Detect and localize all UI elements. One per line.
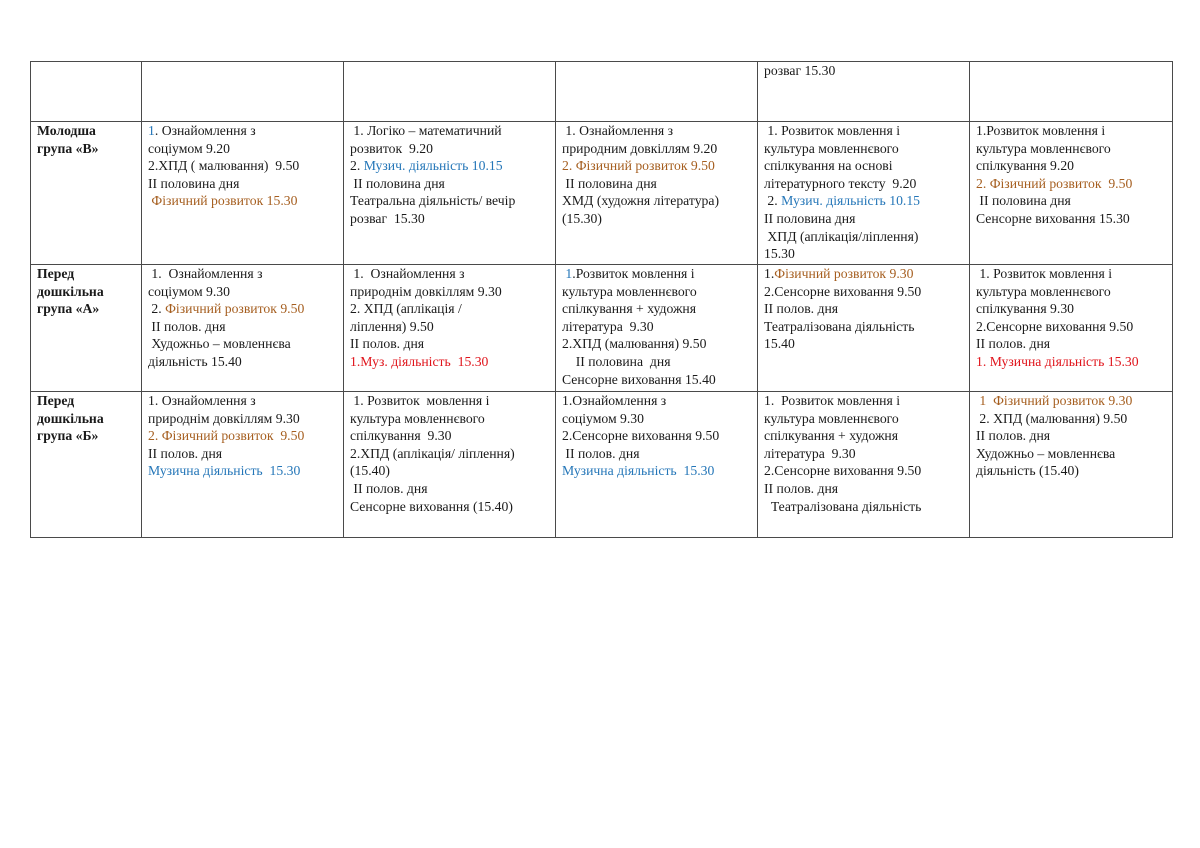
activity-line bbox=[562, 427, 751, 445]
activity-line bbox=[350, 283, 549, 301]
schedule-cell bbox=[970, 62, 1173, 122]
activity-text: спілкування + художня bbox=[562, 301, 697, 317]
activity-line bbox=[562, 283, 751, 301]
group-name-line: дошкільна bbox=[37, 410, 104, 426]
activity-text: спілкування 9.20 bbox=[976, 158, 1075, 174]
activity-text: природнім довкіллям 9.30 bbox=[350, 283, 502, 299]
activity-text: Сенсорне виховання (15.40) bbox=[350, 498, 513, 514]
activity-text: Музична діяльність 15.30 bbox=[562, 463, 715, 479]
activity-text: культура мовленнєвого bbox=[764, 410, 899, 426]
activity-line bbox=[562, 392, 751, 410]
activity-line bbox=[350, 353, 549, 371]
activity-text: Фізичний розвиток 9.30 bbox=[774, 266, 914, 281]
activity-text: 2.ХПД ( малювання) 9.50 bbox=[148, 158, 300, 174]
schedule-row bbox=[31, 265, 1173, 392]
activity-text: ІІ половина дня bbox=[562, 175, 657, 191]
activity-text: Театралізована діяльність bbox=[764, 498, 922, 514]
activity-text: ІІ полов. дня bbox=[148, 318, 226, 334]
activity-line bbox=[148, 283, 337, 301]
activity-line bbox=[764, 283, 963, 301]
activity-text: Сенсорне виховання 15.40 bbox=[562, 371, 716, 387]
activity-line bbox=[976, 335, 1166, 353]
activity-line bbox=[764, 300, 963, 318]
group-name-line: Молодша bbox=[37, 123, 96, 138]
activity-line bbox=[764, 210, 963, 228]
activity-line bbox=[350, 140, 549, 158]
activity-text: Музич. діяльність 10.15 bbox=[781, 193, 921, 209]
schedule-cell bbox=[556, 62, 758, 122]
activity-line bbox=[562, 335, 751, 353]
activity-line bbox=[976, 392, 1166, 410]
activity-line bbox=[764, 335, 963, 353]
activity-text: 1. Музична діяльність 15.30 bbox=[976, 353, 1139, 369]
group-name-line: група «Б» bbox=[37, 428, 99, 444]
activity-text: Музична діяльність 15.30 bbox=[148, 463, 301, 479]
activity-line bbox=[562, 462, 751, 480]
activity-text: культура мовленнєвого bbox=[350, 410, 485, 426]
activity-text: 1. Ознайомлення з bbox=[562, 123, 674, 138]
activity-line bbox=[562, 192, 751, 210]
activity-line bbox=[764, 318, 963, 336]
activity-text: соціумом 9.30 bbox=[562, 410, 644, 426]
activity-text: ХПД (аплікація/ліплення) bbox=[764, 228, 919, 244]
activity-text: спілкування + художня bbox=[764, 428, 899, 444]
activity-line bbox=[976, 410, 1166, 428]
schedule-cell bbox=[758, 392, 970, 538]
schedule-cell bbox=[344, 265, 556, 392]
activity-text: Театральна діяльність/ вечір bbox=[350, 193, 516, 209]
activity-line bbox=[764, 410, 963, 428]
activity-line bbox=[764, 245, 963, 263]
schedule-cell bbox=[142, 265, 344, 392]
activity-text: .Розвиток мовлення і bbox=[572, 266, 695, 281]
activity-line bbox=[350, 427, 549, 445]
activity-line bbox=[764, 445, 963, 463]
weekly-schedule-table bbox=[30, 61, 1173, 538]
activity-line bbox=[562, 265, 751, 283]
activity-text: література 9.30 bbox=[764, 445, 856, 461]
activity-text: Фізичний розвиток 15.30 bbox=[148, 193, 298, 209]
group-name-line: група «А» bbox=[37, 301, 100, 317]
activity-text: ІІ полов. дня bbox=[976, 336, 1051, 352]
activity-line bbox=[148, 462, 337, 480]
activity-text: 15.30 bbox=[764, 246, 795, 262]
activity-text: діяльність 15.40 bbox=[148, 353, 242, 369]
activity-text: 2.Сенсорне виховання 9.50 bbox=[764, 463, 922, 479]
activity-line bbox=[764, 157, 963, 175]
activity-text: 2. ХПД (малювання) 9.50 bbox=[976, 410, 1128, 426]
activity-text: література 9.30 bbox=[562, 318, 654, 334]
activity-text: спілкування на основі bbox=[764, 158, 893, 174]
activity-text: літературного тексту 9.20 bbox=[764, 175, 917, 191]
activity-line bbox=[976, 445, 1166, 463]
schedule-cell bbox=[344, 392, 556, 538]
activity-line bbox=[350, 157, 549, 175]
activity-line bbox=[148, 300, 337, 318]
activity-line bbox=[562, 157, 751, 175]
activity-text: Художньо – мовленнєва bbox=[148, 336, 291, 352]
activity-line bbox=[350, 192, 549, 210]
schedule-cell bbox=[758, 62, 970, 122]
activity-text: природнім довкіллям 9.30 bbox=[148, 410, 300, 426]
activity-line bbox=[976, 192, 1166, 210]
activity-line bbox=[350, 175, 549, 193]
activity-line bbox=[764, 265, 963, 283]
activity-text: Музич. діяльність 10.15 bbox=[363, 158, 503, 174]
activity-line bbox=[350, 318, 549, 336]
activity-text: Художньо – мовленнєва bbox=[976, 445, 1116, 461]
schedule-row bbox=[31, 392, 1173, 538]
activity-line bbox=[350, 300, 549, 318]
activity-line bbox=[350, 122, 549, 140]
activity-line bbox=[350, 335, 549, 353]
activity-line bbox=[764, 62, 963, 80]
activity-text: діяльність (15.40) bbox=[976, 463, 1079, 479]
activity-line bbox=[148, 157, 337, 175]
activity-line bbox=[562, 210, 751, 228]
schedule-cell bbox=[142, 392, 344, 538]
activity-text: 1. Розвиток мовлення і bbox=[764, 393, 900, 408]
activity-text: ІІ полов. дня bbox=[764, 301, 839, 317]
activity-text: 2.ХПД (аплікація/ ліплення) bbox=[350, 445, 515, 461]
activity-line bbox=[350, 265, 549, 283]
activity-text: ІІ полов. дня bbox=[764, 480, 839, 496]
activity-text: 1 bbox=[148, 123, 155, 138]
activity-text: ІІ половина дня bbox=[350, 175, 445, 191]
activity-text: культура мовленнєвого bbox=[976, 140, 1111, 156]
activity-line bbox=[764, 228, 963, 246]
activity-text: ІІ половина дня bbox=[562, 353, 671, 369]
activity-line bbox=[148, 353, 337, 371]
activity-text: ІІ полов. дня bbox=[148, 445, 223, 461]
group-name-cell bbox=[31, 392, 142, 538]
activity-text: 2.ХПД (малювання) 9.50 bbox=[562, 336, 707, 352]
activity-line bbox=[976, 210, 1166, 228]
group-name-line: Перед bbox=[37, 393, 75, 408]
activity-line bbox=[976, 427, 1166, 445]
schedule-cell bbox=[556, 265, 758, 392]
activity-text: 1. Ознайомлення з bbox=[148, 393, 256, 408]
activity-text: соціумом 9.30 bbox=[148, 283, 230, 299]
activity-text: Фізичний розвиток 9.50 bbox=[165, 301, 305, 317]
activity-text: 1. Ознайомлення з bbox=[148, 266, 263, 281]
activity-text: 2. Фізичний розвиток 9.50 bbox=[976, 175, 1133, 191]
activity-text: ІІ полов. дня bbox=[562, 445, 640, 461]
activity-line bbox=[148, 192, 337, 210]
activity-text: ІІ полов. дня bbox=[350, 480, 428, 496]
activity-text: ІІ полов. дня bbox=[350, 336, 425, 352]
activity-text: (15.30) bbox=[562, 210, 602, 226]
activity-line bbox=[350, 462, 549, 480]
activity-text: ІІ полов. дня bbox=[976, 428, 1051, 444]
activity-line bbox=[976, 140, 1166, 158]
activity-line bbox=[562, 371, 751, 389]
activity-line bbox=[764, 175, 963, 193]
activity-text: 1.Розвиток мовлення і bbox=[976, 123, 1106, 138]
group-name-cell bbox=[31, 122, 142, 265]
activity-text: 1. Ознайомлення з bbox=[350, 266, 465, 281]
activity-text: спілкування 9.30 bbox=[350, 428, 452, 444]
activity-line bbox=[562, 353, 751, 371]
activity-line bbox=[350, 498, 549, 516]
activity-line bbox=[562, 175, 751, 193]
activity-text: Театралізована діяльність bbox=[764, 318, 915, 334]
activity-text: культура мовленнєвого bbox=[764, 140, 899, 156]
activity-line bbox=[764, 122, 963, 140]
schedule-cell bbox=[344, 122, 556, 265]
activity-text: ІІ половина дня bbox=[976, 193, 1071, 209]
activity-text: 1. Розвиток мовлення і bbox=[764, 123, 900, 138]
activity-line bbox=[562, 300, 751, 318]
activity-text: природним довкіллям 9.20 bbox=[562, 140, 718, 156]
activity-line bbox=[148, 445, 337, 463]
activity-text: 1 Фізичний розвиток 9.30 bbox=[976, 393, 1133, 408]
activity-line bbox=[148, 427, 337, 445]
activity-line bbox=[562, 410, 751, 428]
activity-line bbox=[764, 140, 963, 158]
activity-line bbox=[976, 265, 1166, 283]
activity-line bbox=[148, 335, 337, 353]
activity-line bbox=[976, 283, 1166, 301]
activity-line bbox=[350, 210, 549, 228]
schedule-row bbox=[31, 62, 1173, 122]
activity-text: (15.40) bbox=[350, 463, 390, 479]
activity-line bbox=[350, 480, 549, 498]
activity-line bbox=[148, 392, 337, 410]
activity-text: спілкування 9.30 bbox=[976, 301, 1075, 317]
activity-line bbox=[976, 300, 1166, 318]
activity-text: 1 bbox=[562, 266, 573, 281]
schedule-cell bbox=[556, 122, 758, 265]
activity-line bbox=[148, 410, 337, 428]
activity-line bbox=[976, 157, 1166, 175]
activity-line bbox=[562, 122, 751, 140]
activity-text: . Ознайомлення з bbox=[154, 123, 256, 138]
schedule-cell bbox=[758, 265, 970, 392]
activity-text: 2.Сенсорне виховання 9.50 bbox=[562, 428, 720, 444]
schedule-cell bbox=[142, 122, 344, 265]
activity-line bbox=[976, 175, 1166, 193]
activity-text: культура мовленнєвого bbox=[562, 283, 697, 299]
activity-text: 2. Фізичний розвиток 9.50 bbox=[562, 158, 715, 174]
activity-text: 15.40 bbox=[764, 336, 795, 352]
schedule-cell bbox=[142, 62, 344, 122]
activity-text: 1. Розвиток мовлення і bbox=[350, 393, 490, 408]
activity-text: 1. bbox=[764, 266, 775, 281]
activity-text: 2. bbox=[350, 158, 364, 174]
activity-line bbox=[764, 427, 963, 445]
activity-line bbox=[148, 175, 337, 193]
activity-text: ХМД (художня література) bbox=[562, 193, 720, 209]
group-name-line: Перед bbox=[37, 266, 75, 281]
activity-line bbox=[148, 122, 337, 140]
activity-line bbox=[764, 462, 963, 480]
schedule-cell bbox=[970, 122, 1173, 265]
schedule-row bbox=[31, 122, 1173, 265]
schedule-cell bbox=[758, 122, 970, 265]
activity-text: розваг 15.30 bbox=[350, 210, 425, 226]
activity-text: соціумом 9.20 bbox=[148, 140, 230, 156]
activity-text: 1. Розвиток мовлення і bbox=[976, 266, 1112, 281]
activity-text: 1.Муз. діяльність 15.30 bbox=[350, 353, 489, 369]
activity-text: 2. bbox=[148, 301, 166, 317]
activity-text: 2. bbox=[764, 193, 782, 209]
activity-text: 2. Фізичний розвиток 9.50 bbox=[148, 428, 305, 444]
activity-line bbox=[976, 122, 1166, 140]
activity-line bbox=[976, 353, 1166, 371]
activity-line bbox=[148, 265, 337, 283]
activity-text: розвиток 9.20 bbox=[350, 140, 433, 156]
group-name-cell bbox=[31, 62, 142, 122]
schedule-cell bbox=[970, 265, 1173, 392]
activity-line bbox=[764, 392, 963, 410]
activity-text: 1.Ознайомлення з bbox=[562, 393, 667, 408]
activity-line bbox=[350, 392, 549, 410]
activity-text: Сенсорне виховання 15.30 bbox=[976, 210, 1130, 226]
activity-line bbox=[148, 140, 337, 158]
activity-line bbox=[764, 192, 963, 210]
group-name-line: дошкільна bbox=[37, 283, 104, 299]
activity-text: 1. Логіко – математичний bbox=[350, 123, 502, 138]
activity-line bbox=[562, 140, 751, 158]
activity-line bbox=[764, 498, 963, 516]
activity-text: ІІ половина дня bbox=[764, 210, 856, 226]
activity-line bbox=[148, 318, 337, 336]
activity-line bbox=[562, 445, 751, 463]
activity-line bbox=[764, 480, 963, 498]
activity-line bbox=[350, 445, 549, 463]
group-name-cell bbox=[31, 265, 142, 392]
activity-text: 2.Сенсорне виховання 9.50 bbox=[764, 283, 922, 299]
schedule-cell bbox=[344, 62, 556, 122]
activity-text: 2.Сенсорне виховання 9.50 bbox=[976, 318, 1134, 334]
schedule-cell bbox=[970, 392, 1173, 538]
activity-text: ліплення) 9.50 bbox=[350, 318, 434, 334]
activity-text: культура мовленнєвого bbox=[976, 283, 1111, 299]
activity-text: ІІ половина дня bbox=[148, 175, 240, 191]
activity-line bbox=[976, 462, 1166, 480]
group-name-line: група «В» bbox=[37, 140, 99, 156]
activity-line bbox=[350, 410, 549, 428]
activity-line bbox=[562, 318, 751, 336]
activity-text: розваг 15.30 bbox=[764, 63, 836, 78]
activity-text: 2. ХПД (аплікація / bbox=[350, 301, 462, 317]
schedule-cell bbox=[556, 392, 758, 538]
activity-line bbox=[976, 318, 1166, 336]
